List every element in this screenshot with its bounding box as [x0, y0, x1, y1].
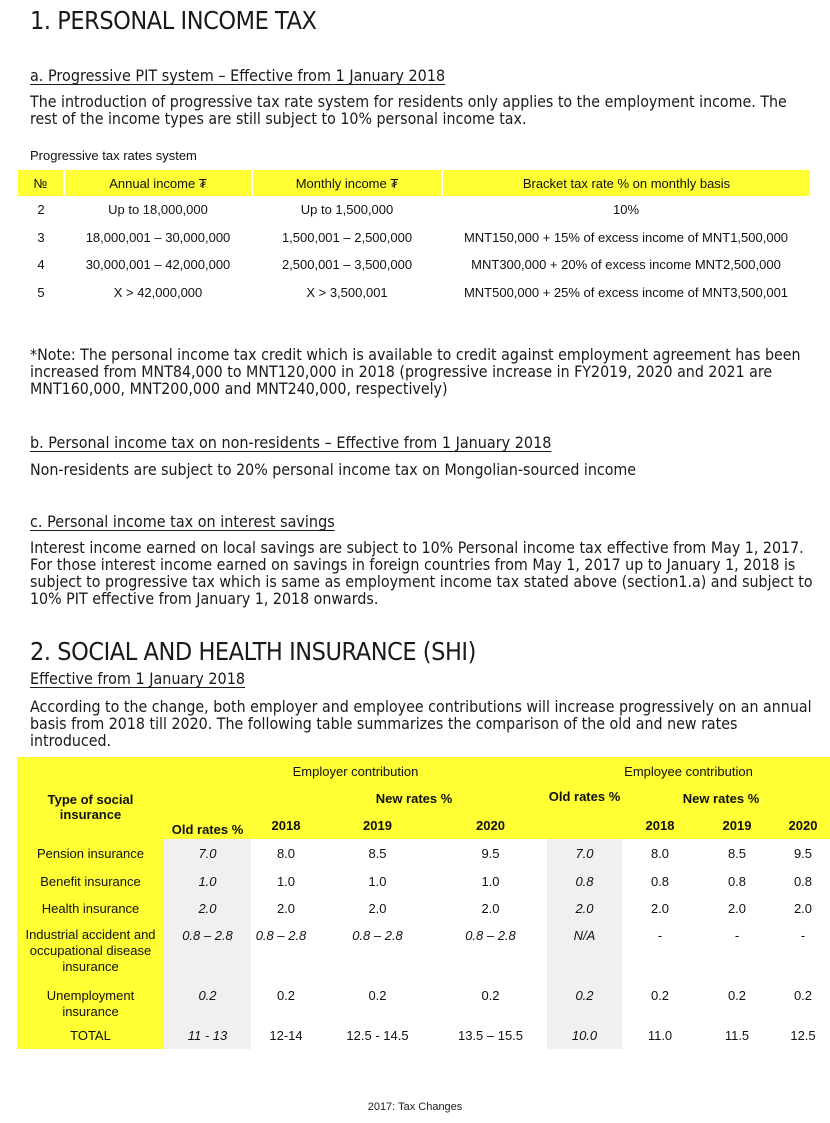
- employee-rate: 8.5: [727, 846, 747, 861]
- employee-old-rate: N/A: [547, 921, 622, 981]
- employer-rate: 9.5: [481, 846, 500, 861]
- employee-rate: 0.2: [727, 988, 747, 1003]
- pit-header-monthly: Monthly income ₮: [252, 170, 442, 196]
- table-row: [18, 224, 810, 252]
- insurance-type-total: TOTAL: [17, 1021, 164, 1049]
- employer-rate: 1.0: [368, 874, 387, 889]
- tax-credit-note: *Note: The personal income tax credit which is available to credit against employment agreement has been increased from MNT84,000 to MNT120,000 in 2018 (progressive increase in FY2019, 2020 and 2021 are MNT160,000, MNT200,000 and MNT240,000, respectively): [30, 345, 801, 398]
- table-row: [17, 921, 830, 981]
- employee-old-rate: 10.0: [547, 1021, 622, 1049]
- employer-old-rate: 1.0: [164, 867, 251, 894]
- employer-rate: 12-14: [269, 1028, 303, 1043]
- pit-cell: 4: [37, 257, 45, 273]
- table-row: [17, 894, 830, 921]
- section-2-subheading: Effective from 1 January 2018: [30, 669, 246, 688]
- pit-cell: 10%: [612, 202, 640, 218]
- year-header: 2020: [434, 811, 547, 839]
- pit-cell: Up to 18,000,000: [108, 202, 208, 218]
- employee-rate: 2.0: [650, 901, 670, 916]
- employer-rate: 2.0: [481, 901, 500, 916]
- shi-type-header: Type of social insurance: [17, 757, 164, 839]
- employer-rate: 0.2: [481, 988, 500, 1003]
- pit-cell: 18,000,001 – 30,000,000: [85, 229, 231, 245]
- section-1c-body: Interest income earned on local savings are subject to 10% Personal income tax effective from May 1, 2017. For those interest income earned on savings in foreign countries from May 1, 2017 up to January 1, 2018 is subject to progressive tax which is same as employment income tax stated above (section1.a) and subject to 10% PIT effective from January 1, 2018 onwards.: [30, 538, 813, 608]
- section-1a-heading: a. Progressive PIT system – Effective from 1 January 2018: [30, 66, 446, 85]
- pit-header-annual: Annual income ₮: [64, 170, 252, 196]
- employer-rate: 0.8 – 2.8: [255, 928, 307, 943]
- page-footer: 2017: Tax Changes: [367, 1101, 463, 1113]
- year-header: 2018: [622, 811, 698, 839]
- pit-cell: 1,500,001 – 2,500,000: [281, 229, 413, 245]
- employer-rate: 1.0: [276, 874, 296, 889]
- employee-new-rates-header: New rates %: [622, 785, 830, 811]
- employer-old-rate: 7.0: [164, 839, 251, 867]
- employer-rate: 2.0: [368, 901, 387, 916]
- pit-cell: MNT500,000 + 25% of excess income of MNT3,500,001: [463, 284, 789, 300]
- table-row: [18, 251, 810, 279]
- section-1-title: 1. PERSONAL INCOME TAX: [30, 6, 317, 35]
- pit-cell: X > 42,000,000: [113, 284, 203, 300]
- employee-rate: 2.0: [793, 901, 813, 916]
- pit-cell: 2,500,001 – 3,500,000: [281, 257, 413, 273]
- insurance-type: Benefit insurance: [17, 867, 164, 894]
- section-1c-heading: c. Personal income tax on interest savings: [30, 512, 335, 531]
- shi-rates-table: [17, 757, 830, 1049]
- insurance-type: Industrial accident and occupational disease insurance: [17, 921, 164, 981]
- employer-rate: 12.5 - 14.5: [346, 1028, 409, 1043]
- pit-header-number: №: [18, 170, 64, 196]
- employer-new-rates-header: New rates %: [251, 785, 547, 811]
- pit-cell: Up to 1,500,000: [300, 202, 394, 218]
- employee-rate: -: [657, 928, 663, 943]
- year-header: 2020: [776, 811, 830, 839]
- employee-rate: 0.8: [650, 874, 670, 889]
- table-row-total: [17, 1021, 830, 1049]
- employer-rate: 0.2: [368, 988, 387, 1003]
- pit-cell: 3: [37, 229, 45, 245]
- section-2-title: 2. SOCIAL AND HEALTH INSURANCE (SHI): [30, 637, 476, 666]
- employee-rate: 0.2: [650, 988, 670, 1003]
- section-1b-body: Non-residents are subject to 20% personal income tax on Mongolian-sourced income: [30, 460, 637, 479]
- employee-rate: 0.8: [793, 874, 813, 889]
- employer-rate: 13.5 – 15.5: [457, 1028, 524, 1043]
- employer-rate: 0.2: [276, 988, 296, 1003]
- employee-contribution-header: Employee contribution: [547, 757, 830, 785]
- employee-rate: 12.5: [790, 1028, 816, 1043]
- employer-old-rate: 11 - 13: [164, 1021, 251, 1049]
- year-header: 2018: [251, 811, 321, 839]
- pit-header-row: [18, 170, 810, 196]
- employee-rate: 11.5: [724, 1028, 750, 1043]
- employee-rate: -: [734, 928, 740, 943]
- employer-old-rate: 0.8 – 2.8: [164, 921, 251, 981]
- pit-cell: X > 3,500,001: [306, 284, 388, 300]
- shi-group-header-row: [17, 757, 830, 785]
- table-row: [18, 196, 810, 224]
- employee-rate: 11.0: [647, 1028, 673, 1043]
- insurance-type: Unemployment insurance: [17, 981, 164, 1021]
- employer-rate: 2.0: [276, 901, 296, 916]
- employee-rate: -: [800, 928, 806, 943]
- pit-table-caption: Progressive tax rates system: [30, 148, 197, 163]
- table-row: [18, 279, 810, 307]
- insurance-type: Pension insurance: [17, 839, 164, 867]
- employee-rate: 2.0: [727, 901, 747, 916]
- pit-cell: 5: [37, 284, 45, 300]
- employee-old-rates-header: Old rates %: [547, 785, 622, 839]
- employer-old-rate: 0.2: [164, 981, 251, 1021]
- pit-cell: 2: [37, 202, 45, 218]
- employee-old-rate: 0.8: [547, 867, 622, 894]
- employer-rate: 0.8 – 2.8: [352, 928, 403, 943]
- section-1a-body: The introduction of progressive tax rate system for residents only applies to the employment income. The rest of the income types are still subject to 10% personal income tax.: [30, 92, 787, 128]
- progressive-tax-table: [18, 170, 810, 306]
- pit-cell: 30,000,001 – 42,000,000: [85, 257, 231, 273]
- employer-old-rates-header: Old rates %: [164, 785, 251, 839]
- employee-rate: 0.8: [727, 874, 747, 889]
- employer-rate: 8.5: [368, 846, 387, 861]
- insurance-type: Health insurance: [17, 894, 164, 921]
- employer-rate: 1.0: [481, 874, 500, 889]
- employee-rate: 8.0: [650, 846, 670, 861]
- employee-rate: 9.5: [793, 846, 813, 861]
- employer-rate: 0.8 – 2.8: [465, 928, 516, 943]
- employee-rate: 0.2: [793, 988, 813, 1003]
- employee-old-rate: 7.0: [547, 839, 622, 867]
- section-1b-heading: b. Personal income tax on non-residents – Effective from 1 January 2018: [30, 433, 552, 452]
- table-row: [17, 839, 830, 867]
- pit-header-rate: Bracket tax rate % on monthly basis: [442, 170, 810, 196]
- table-row: [17, 981, 830, 1021]
- table-row: [17, 867, 830, 894]
- section-2-body: According to the change, both employer and employee contributions will increase progressively on an annual basis from 2018 till 2020. The following table summarizes the comparison of the old and new rates introduced.: [30, 697, 812, 750]
- employer-old-rate: 2.0: [164, 894, 251, 921]
- pit-cell: MNT150,000 + 15% of excess income of MNT1,500,000: [463, 229, 789, 245]
- employee-old-rate: 0.2: [547, 981, 622, 1021]
- employee-old-rate: 2.0: [547, 894, 622, 921]
- pit-cell: MNT300,000 + 20% of excess income MNT2,500,000: [471, 257, 781, 273]
- year-header: 2019: [321, 811, 434, 839]
- year-header: 2019: [698, 811, 776, 839]
- employer-rate: 8.0: [276, 846, 296, 861]
- employer-contribution-header: Employer contribution: [164, 757, 547, 785]
